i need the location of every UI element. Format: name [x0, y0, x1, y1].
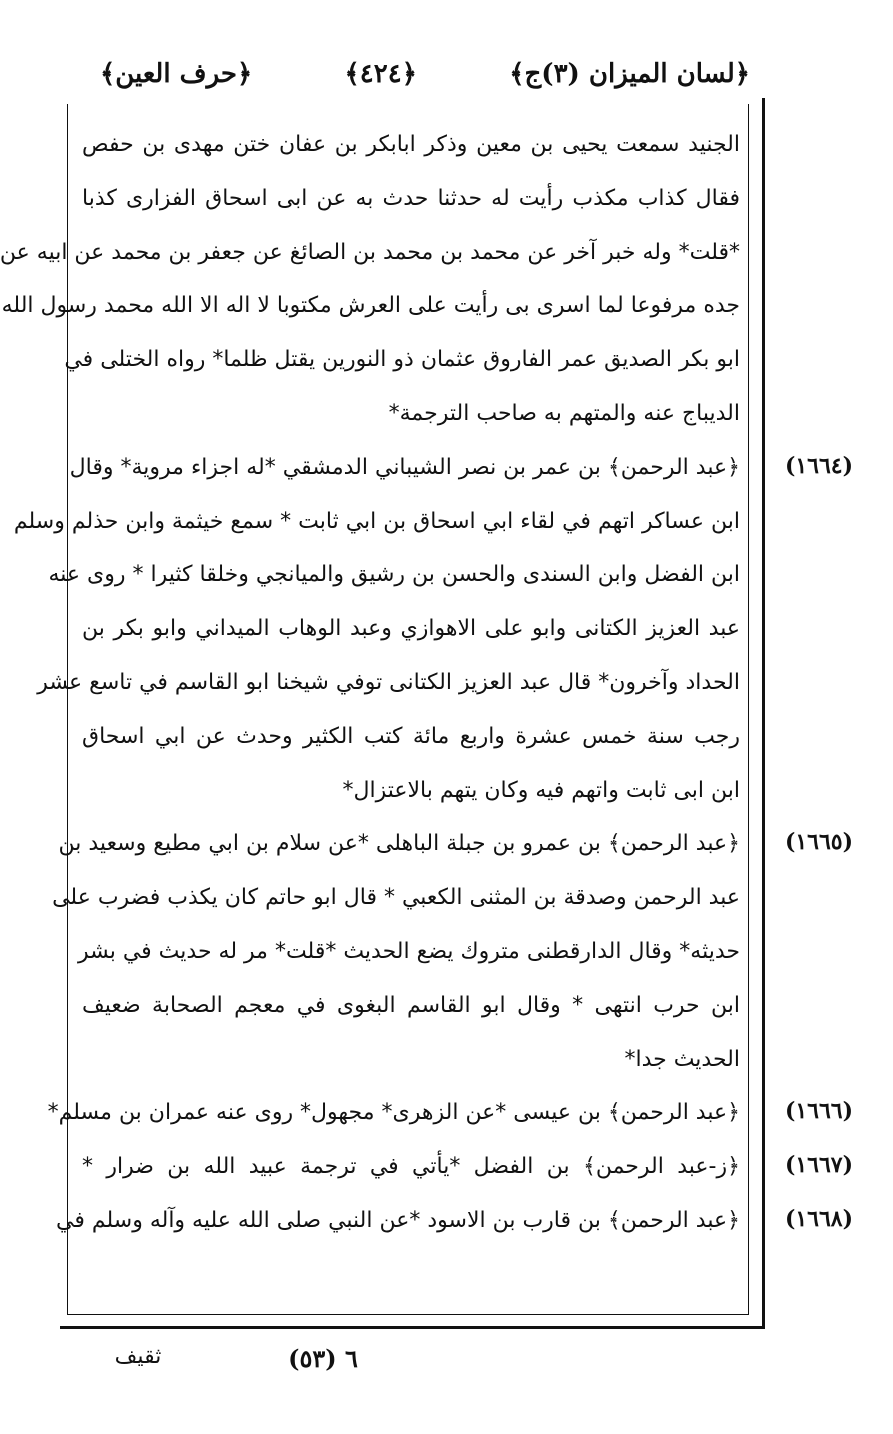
- text-line: الديباج عنه والمتهم به صاحب الترجمة*: [388, 400, 740, 426]
- text-line: ابن الفضل وابن السندى والحسن بن رشيق والميانجي وخلقا كثيرا * روى عنه: [48, 562, 740, 588]
- text-line: الحداد وآخرون* قال عبد العزيز الكتانى توفي شيخنا ابو القاسم في تاسع عشر: [37, 669, 740, 695]
- section-title: ﴿حرف العين﴾: [100, 59, 253, 89]
- text-line: ﴿ز-عبد الرحمن﴾ بن الفضل *يأتي في ترجمة عبيد الله بن ضرار *: [82, 1154, 740, 1180]
- book-title: ﴿لسان الميزان (٣)ج﴾: [509, 59, 750, 89]
- page-number: ﴿٤٢٤﴾: [344, 59, 417, 89]
- text-line: ﴿عبد الرحمن﴾ بن عمرو بن جبلة الباهلى *عن سلام بن ابي مطيع وسعيد بن: [58, 831, 740, 857]
- entry-number: (١٦٦٤): [784, 452, 854, 479]
- text-line: ابن ابى ثابت واتهم فيه وكان يتهم بالاعتزال*: [342, 777, 740, 803]
- text-line: رجب سنة خمس عشرة واربع مائة كتب الكثير وحدث عن ابي اسحاق: [82, 723, 740, 749]
- text-line: فقال كذاب مكذب رأيت له حدثنا حدث به عن ابى اسحاق الفزارى كذبا: [82, 185, 740, 211]
- catchword: ثقيف: [114, 1344, 162, 1369]
- text-line: ابو بكر الصديق عمر الفاروق عثمان ذو النورين يقتل ظلما* رواه الختلى في: [64, 347, 740, 373]
- entry-number: (١٦٦٦): [784, 1098, 854, 1125]
- text-line: حديثه* وقال الدارقطنى متروك يضع الحديث *قلت* مر له حديث في بشر: [77, 938, 740, 964]
- text-block: [0, 118, 740, 1248]
- text-line: ﴿عبد الرحمن﴾ بن عمر بن نصر الشيباني الدمشقي *له اجزاء مروية* وقال: [69, 454, 740, 480]
- signature-mark: ٦ (٥٣): [288, 1344, 358, 1373]
- text-line: الحديث جدا*: [624, 1046, 740, 1072]
- text-line: ابن عساكر اتهم في لقاء ابي اسحاق بن ابي ثابت * سمع خيثمة وابن حذلم وسلم: [13, 508, 740, 534]
- text-line: *قلت* وله خبر آخر عن محمد بن محمد بن الصائغ عن جعفر بن محمد عن ابيه عن: [0, 239, 740, 265]
- entry-number: (١٦٦٨): [784, 1206, 854, 1232]
- text-line: ﴿عبد الرحمن﴾ بن عيسى *عن الزهرى* مجهول* روى عنه عمران بن مسلم*: [47, 1100, 740, 1126]
- text-line: ابن حرب انتهى * وقال ابو القاسم البغوى في معجم الصحابة ضعيف: [82, 992, 740, 1018]
- text-line: عبد الرحمن وصدقة بن المثنى الكعبي * قال ابو حاتم كان يكذب فضرب على: [52, 885, 740, 911]
- text-line: الجنيد سمعت يحيى بن معين وذكر ابابكر بن عفان ختن مهدى بن حفص: [82, 132, 740, 157]
- text-line: ﴿عبد الرحمن﴾ بن قارب بن الاسود *عن النبي صلى الله عليه وآله وسلم في: [56, 1207, 740, 1233]
- entry-number: (١٦٦٧): [784, 1152, 854, 1179]
- entry-number: (١٦٦٥): [784, 829, 854, 856]
- running-header: [100, 52, 750, 96]
- text-line: جده مرفوعا لما اسرى بى رأيت على العرش مكتوبا لا اله الا الله محمد رسول الله: [1, 293, 740, 319]
- text-line: عبد العزيز الكتانى وابو على الاهوازي وعبد الوهاب الميداني وابو بكر بن: [82, 616, 740, 642]
